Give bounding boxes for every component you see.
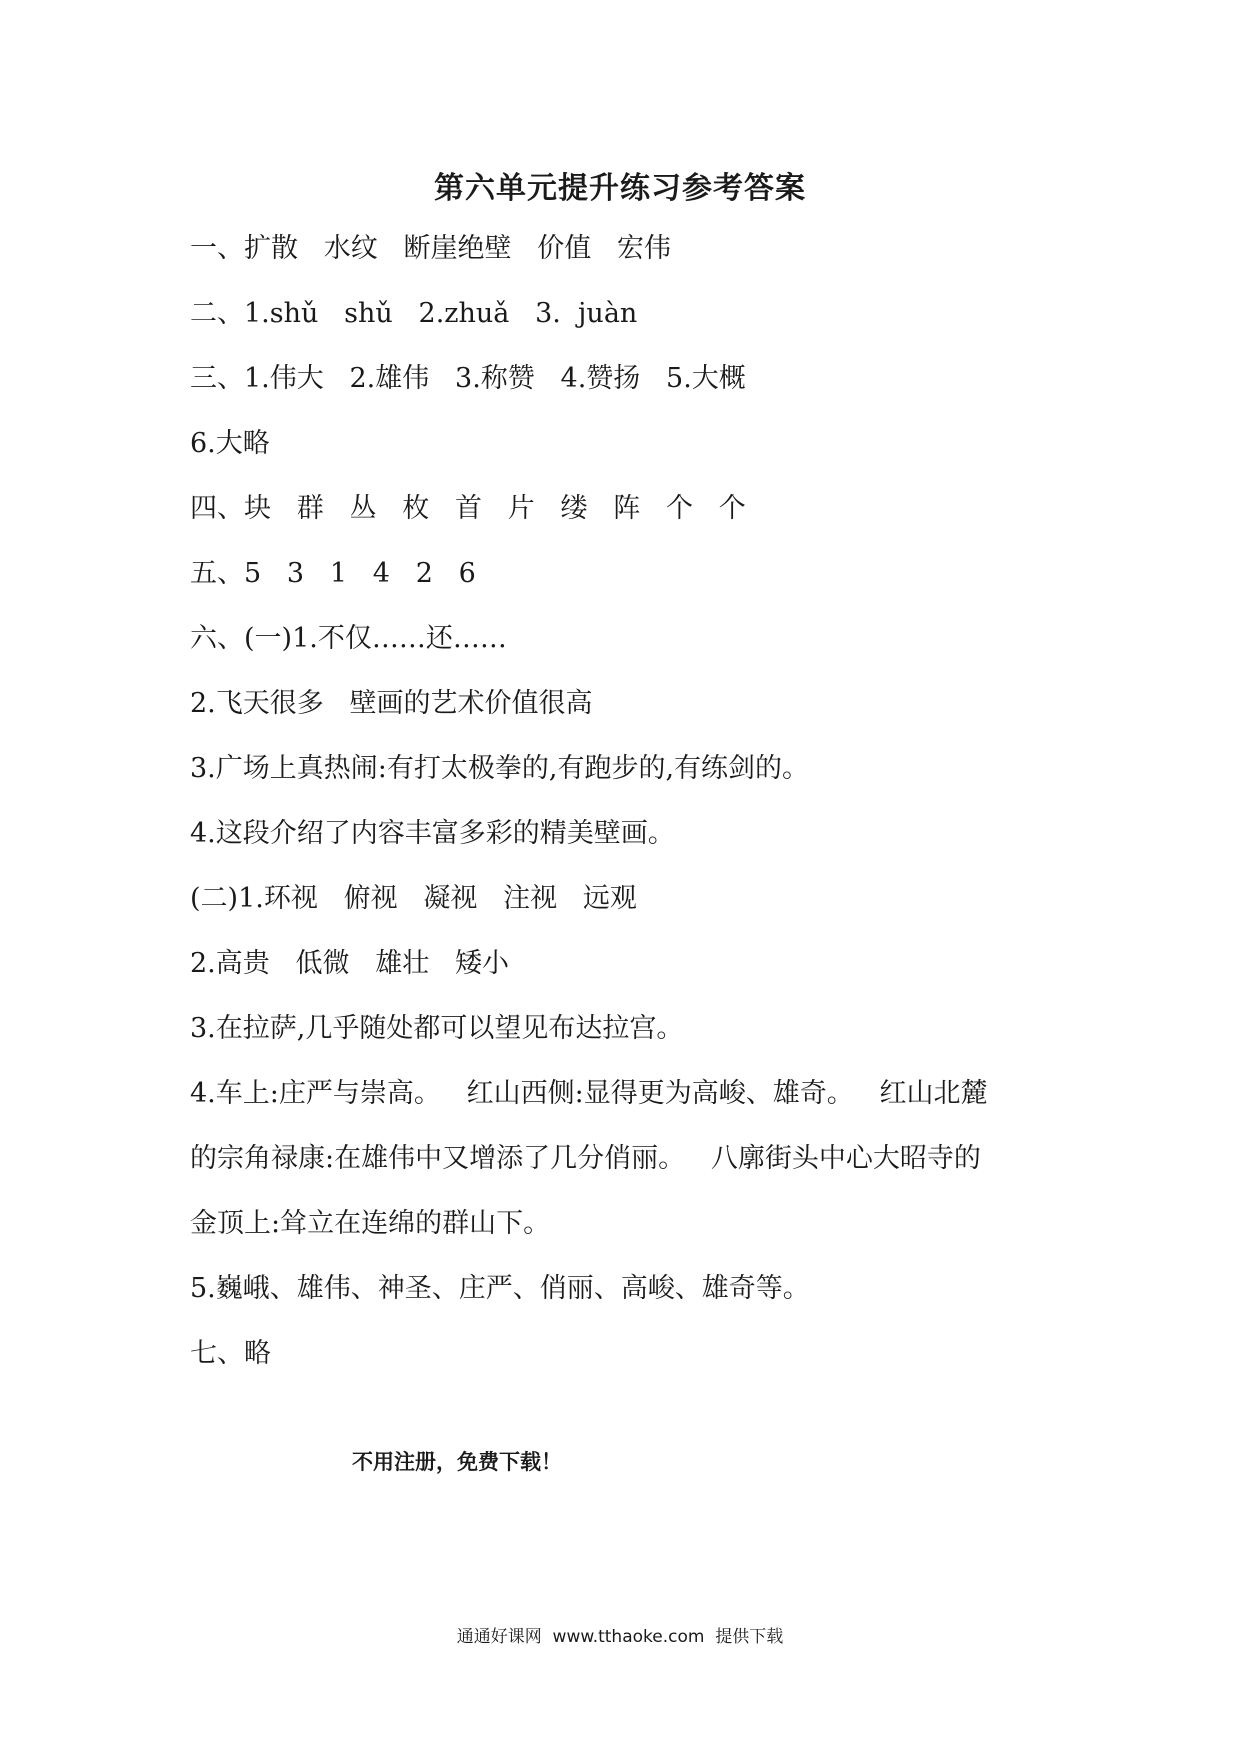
footer-credit: 通通好课网 www.tthaoke.com 提供下载 (456, 1627, 784, 1647)
answer-line: 6.大略 (190, 428, 270, 459)
answer-line: 的宗角禄康:在雄伟中又增添了几分俏丽。 八廓街头中心大昭寺的 (190, 1143, 981, 1174)
answer-line: 2.飞天很多 壁画的艺术价值很高 (190, 688, 593, 719)
document-title: 第六单元提升练习参考答案 (434, 171, 806, 206)
download-notice: 不用注册，免费下载！ (352, 1450, 562, 1474)
answer-line: 五、5 3 1 4 2 6 (190, 558, 476, 589)
answer-list (190, 226, 1090, 1396)
answer-line: 4.这段介绍了内容丰富多彩的精美壁画。 (190, 818, 675, 849)
answer-line: 六、(一)1.不仅……还…… (190, 623, 507, 654)
answer-line: 七、略 (190, 1338, 271, 1369)
answer-line: 四、块 群 丛 枚 首 片 缕 阵 个 个 (190, 493, 746, 524)
answer-line: (二)1.环视 俯视 凝视 注视 远观 (190, 883, 637, 914)
answer-line: 4.车上:庄严与崇高。 红山西侧:显得更为高峻、雄奇。 红山北麓 (190, 1078, 988, 1109)
answer-line: 5.巍峨、雄伟、神圣、庄严、俏丽、高峻、雄奇等。 (190, 1273, 810, 1304)
answer-line: 2.高贵 低微 雄壮 矮小 (190, 948, 510, 979)
answer-line: 金顶上:耸立在连绵的群山下。 (190, 1208, 551, 1239)
answer-line: 3.在拉萨,几乎随处都可以望见布达拉宫。 (190, 1013, 684, 1044)
answer-line: 3.广场上真热闹:有打太极拳的,有跑步的,有练剑的。 (190, 753, 810, 784)
answer-line: 二、1.shǔ shǔ 2.zhuǎ 3. juàn (190, 298, 638, 329)
answer-line: 一、扩散 水纹 断崖绝壁 价值 宏伟 (190, 233, 671, 264)
answer-line: 三、1.伟大 2.雄伟 3.称赞 4.赞扬 5.大概 (190, 363, 746, 394)
